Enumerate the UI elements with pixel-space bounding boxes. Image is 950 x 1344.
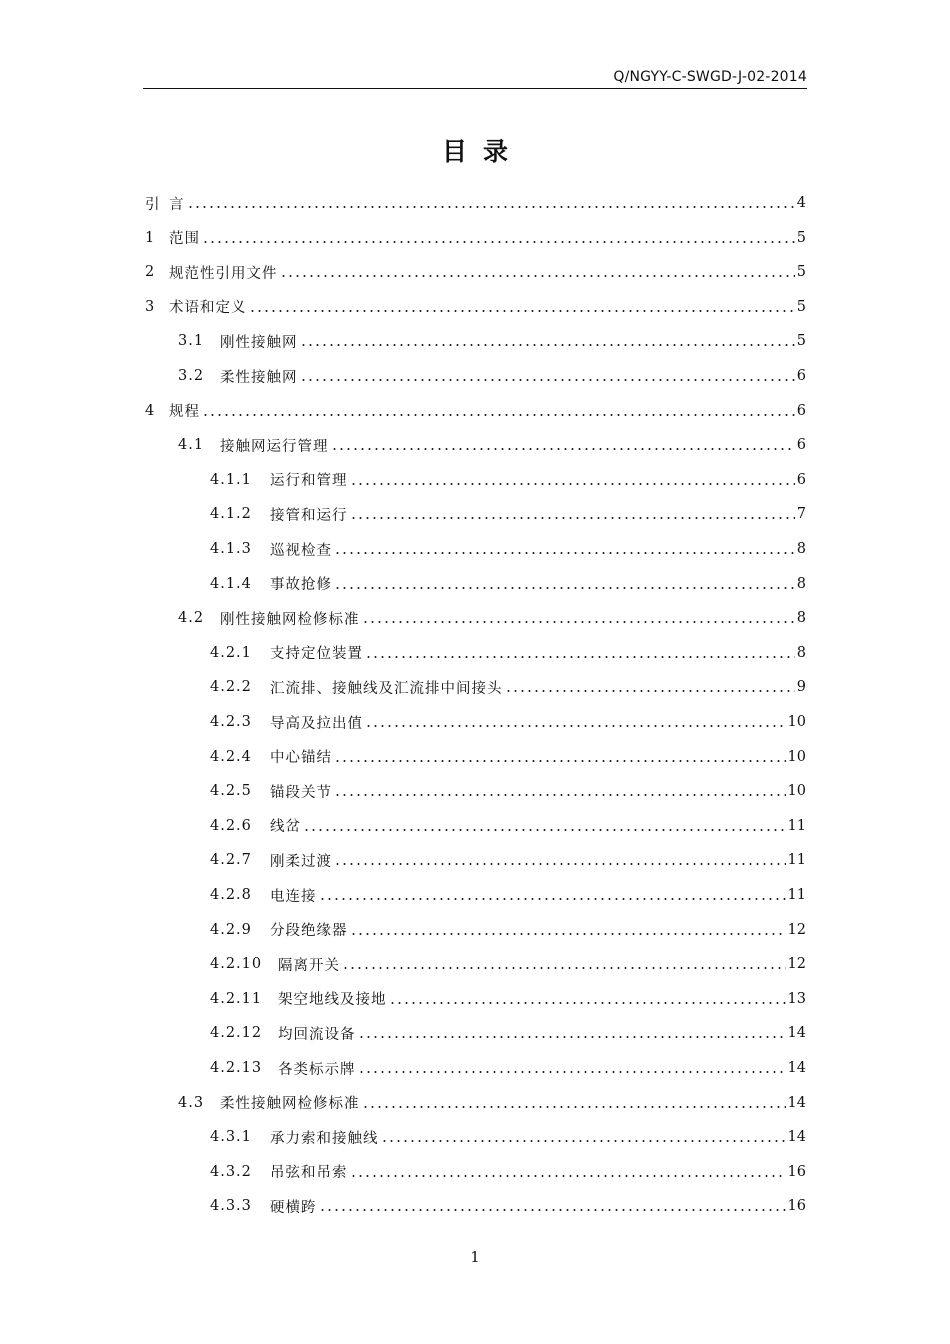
toc-dot-leader bbox=[303, 809, 786, 843]
toc-entry-page: 7 bbox=[796, 506, 806, 523]
toc-dot-leader bbox=[300, 324, 795, 358]
toc-dot-leader bbox=[202, 221, 795, 255]
toc-entry[interactable] bbox=[210, 843, 806, 877]
toc-entry-page: 4 bbox=[796, 195, 806, 211]
toc-entry[interactable] bbox=[145, 394, 806, 428]
toc-entry-page: 13 bbox=[787, 990, 806, 1007]
toc-entry-page: 8 bbox=[796, 575, 806, 592]
toc-dot-leader bbox=[334, 740, 786, 774]
toc-entry-title: 柔性接触网 bbox=[220, 369, 298, 386]
toc-entry[interactable] bbox=[210, 740, 806, 774]
toc-entry[interactable] bbox=[210, 463, 806, 497]
document-code: Q/NGYY-C-SWGD-J-02-2014 bbox=[613, 69, 807, 85]
toc-entry[interactable] bbox=[145, 290, 806, 324]
toc-dot-leader bbox=[350, 1155, 786, 1189]
toc-entry-number: 4.2.3 bbox=[210, 714, 252, 730]
toc-entry-title: 线岔 bbox=[270, 819, 301, 836]
toc-entry-number: 4.2.4 bbox=[210, 748, 252, 765]
toc-entry-title: 电连接 bbox=[270, 888, 317, 905]
toc-entry-number: 4.3 bbox=[178, 1094, 205, 1111]
toc-entry[interactable] bbox=[210, 567, 806, 601]
toc-entry-title: 规范性引用文件 bbox=[169, 265, 278, 282]
toc-entry-number: 4.2.6 bbox=[210, 817, 252, 834]
toc-entry-title: 硬横跨 bbox=[270, 1199, 317, 1216]
toc-dot-leader bbox=[280, 255, 795, 289]
toc-entry-title: 刚性接触网 bbox=[220, 334, 298, 351]
toc-entry[interactable] bbox=[210, 878, 806, 912]
toc-entry-number: 4.2.1 bbox=[210, 644, 252, 661]
toc-dot-leader bbox=[350, 463, 795, 497]
toc-dot-leader bbox=[389, 982, 786, 1016]
toc-dot-leader bbox=[202, 394, 795, 428]
toc-entry-title: 接触网运行管理 bbox=[220, 438, 329, 455]
toc-entry-page: 12 bbox=[787, 956, 806, 973]
toc-entry-title: 刚性接触网检修标准 bbox=[220, 611, 360, 628]
toc-entry-number: 3.2 bbox=[178, 368, 205, 384]
toc-entry[interactable] bbox=[210, 1016, 806, 1050]
toc-entry-number: 4.1 bbox=[178, 437, 205, 454]
toc-entry-title: 承力索和接触线 bbox=[270, 1130, 379, 1147]
toc-entry[interactable] bbox=[145, 186, 806, 220]
toc-entry-title: 均回流设备 bbox=[278, 1026, 356, 1043]
toc-dot-leader bbox=[350, 913, 786, 947]
toc-entry-title: 汇流排、接触线及汇流排中间接头 bbox=[270, 680, 503, 697]
toc-entry-page: 10 bbox=[787, 783, 806, 800]
toc-entry-number: 4.2.10 bbox=[210, 956, 263, 973]
toc-entry-page: 6 bbox=[796, 471, 806, 488]
toc-entry-title: 范围 bbox=[169, 231, 200, 248]
toc-entry-title: 中心锚结 bbox=[270, 750, 332, 767]
toc-entry[interactable] bbox=[178, 324, 806, 358]
toc-entry-number: 引 bbox=[145, 196, 161, 213]
toc-entry[interactable] bbox=[210, 982, 806, 1016]
toc-entry[interactable] bbox=[145, 255, 806, 289]
toc-entry-title: 架空地线及接地 bbox=[278, 992, 387, 1009]
toc-entry-title: 言 bbox=[169, 196, 185, 213]
toc-entry-number: 4.3.3 bbox=[210, 1198, 252, 1215]
toc-entry-page: 12 bbox=[787, 921, 806, 938]
toc-dot-leader bbox=[505, 670, 795, 704]
toc-entry-title: 柔性接触网检修标准 bbox=[220, 1096, 360, 1113]
toc-entry-number: 4.2.11 bbox=[210, 990, 263, 1007]
toc-entry[interactable] bbox=[178, 1086, 806, 1120]
toc-dot-leader bbox=[342, 947, 786, 981]
toc-entry-page: 5 bbox=[796, 333, 806, 350]
toc-entry-number: 4.3.1 bbox=[210, 1129, 252, 1146]
toc-dot-leader bbox=[334, 567, 795, 601]
toc-entry-page: 11 bbox=[787, 887, 806, 903]
toc-entry-number: 4.2.8 bbox=[210, 887, 252, 903]
toc-entry[interactable] bbox=[210, 1155, 806, 1189]
toc-entry[interactable] bbox=[210, 532, 806, 566]
toc-entry-number: 4 bbox=[145, 402, 156, 419]
toc-entry-title: 隔离开关 bbox=[278, 957, 340, 974]
toc-entry-title: 刚柔过渡 bbox=[270, 853, 332, 870]
toc-dot-leader bbox=[334, 774, 786, 808]
toc-entry-number: 1 bbox=[145, 229, 156, 246]
toc-dot-leader bbox=[319, 1189, 786, 1223]
toc-entry-number: 4.3.2 bbox=[210, 1163, 252, 1180]
toc-entry-page: 14 bbox=[787, 1025, 806, 1042]
toc-entry-title: 事故抢修 bbox=[270, 577, 332, 594]
toc-entry-number: 2 bbox=[145, 264, 156, 281]
toc-entry-page: 6 bbox=[796, 437, 806, 454]
toc-entry[interactable] bbox=[178, 359, 806, 393]
toc-entry-title: 吊弦和吊索 bbox=[270, 1165, 348, 1182]
toc-entry-number: 4.2.9 bbox=[210, 921, 252, 938]
toc-entry-number: 4.1.4 bbox=[210, 575, 252, 592]
toc-entry-page: 10 bbox=[787, 714, 806, 730]
toc-entry-page: 14 bbox=[787, 1094, 806, 1111]
toc-entry-page: 6 bbox=[796, 402, 806, 419]
toc-entry-title: 运行和管理 bbox=[270, 473, 348, 490]
toc-entry[interactable] bbox=[145, 221, 806, 255]
toc-entry-page: 8 bbox=[796, 610, 806, 627]
page-title: 目录 bbox=[441, 137, 524, 166]
toc-entry-number: 4.2.7 bbox=[210, 852, 252, 869]
toc-entry-page: 5 bbox=[796, 229, 806, 246]
toc-entry[interactable] bbox=[210, 947, 806, 981]
toc-entry-page: 5 bbox=[796, 298, 806, 315]
toc-entry-number: 4.2 bbox=[178, 610, 205, 627]
toc-entry[interactable] bbox=[210, 1051, 806, 1085]
toc-entry-title: 巡视检查 bbox=[270, 542, 332, 559]
toc-entry-page: 10 bbox=[787, 748, 806, 765]
toc-entry-number: 4.2.2 bbox=[210, 679, 252, 696]
toc-dot-leader bbox=[319, 878, 786, 912]
toc-entry-title: 术语和定义 bbox=[169, 300, 247, 317]
header-rule bbox=[143, 88, 807, 89]
toc-entry-title: 各类标示牌 bbox=[278, 1061, 356, 1078]
toc-entry[interactable] bbox=[178, 428, 806, 462]
toc-entry-page: 6 bbox=[796, 368, 806, 384]
toc-dot-leader bbox=[365, 636, 795, 670]
toc-entry-page: 8 bbox=[796, 644, 806, 661]
toc-entry-page: 5 bbox=[796, 264, 806, 281]
toc-dot-leader bbox=[334, 532, 795, 566]
page-number: 1 bbox=[470, 1248, 480, 1266]
toc-entry-number: 4.2.5 bbox=[210, 783, 252, 800]
toc-entry-page: 8 bbox=[796, 541, 806, 557]
toc-dot-leader bbox=[381, 1120, 786, 1154]
toc-entry-page: 11 bbox=[787, 852, 806, 869]
toc-entry-title: 规程 bbox=[169, 404, 200, 421]
toc-entry-number: 3.1 bbox=[178, 333, 205, 350]
toc-dot-leader bbox=[187, 186, 795, 220]
toc-entry-title: 分段绝缘器 bbox=[270, 923, 348, 940]
toc-entry-page: 14 bbox=[787, 1060, 806, 1076]
toc-entry[interactable] bbox=[210, 497, 806, 531]
toc-dot-leader bbox=[249, 290, 795, 324]
toc-dot-leader bbox=[358, 1016, 786, 1050]
toc-dot-leader bbox=[334, 843, 786, 877]
toc-entry[interactable] bbox=[210, 636, 806, 670]
toc-entry[interactable] bbox=[210, 705, 806, 739]
toc-dot-leader bbox=[362, 601, 795, 635]
toc-dot-leader bbox=[300, 359, 795, 393]
toc-entry[interactable] bbox=[210, 670, 806, 704]
toc-entry-title: 导高及拉出值 bbox=[270, 715, 363, 732]
toc-entry-page: 11 bbox=[787, 817, 806, 834]
toc-entry-number: 4.1.2 bbox=[210, 506, 252, 523]
toc-entry[interactable] bbox=[178, 601, 806, 635]
toc-entry-number: 4.2.13 bbox=[210, 1060, 263, 1076]
toc-entry[interactable] bbox=[210, 1120, 806, 1154]
toc-dot-leader bbox=[350, 497, 795, 531]
toc-entry-title: 锚段关节 bbox=[270, 784, 332, 801]
toc-entry[interactable] bbox=[210, 809, 806, 843]
toc-entry[interactable] bbox=[210, 1189, 806, 1223]
toc-entry[interactable] bbox=[210, 913, 806, 947]
toc-dot-leader bbox=[331, 428, 795, 462]
toc-entry-page: 16 bbox=[787, 1163, 806, 1180]
toc-entry-title: 接管和运行 bbox=[270, 507, 348, 524]
toc-entry-number: 3 bbox=[145, 298, 156, 315]
toc-dot-leader bbox=[362, 1086, 786, 1120]
toc-entry-number: 4.1.1 bbox=[210, 471, 252, 488]
toc-entry-page: 16 bbox=[787, 1198, 806, 1215]
toc-entry-page: 9 bbox=[796, 679, 806, 696]
toc-entry-page: 14 bbox=[787, 1129, 806, 1146]
toc-entry-number: 4.1.3 bbox=[210, 541, 252, 557]
toc-dot-leader bbox=[358, 1051, 786, 1085]
toc-entry-title: 支持定位装置 bbox=[270, 646, 363, 663]
toc-entry-number: 4.2.12 bbox=[210, 1025, 263, 1042]
toc-entry[interactable] bbox=[210, 774, 806, 808]
toc-dot-leader bbox=[365, 705, 786, 739]
